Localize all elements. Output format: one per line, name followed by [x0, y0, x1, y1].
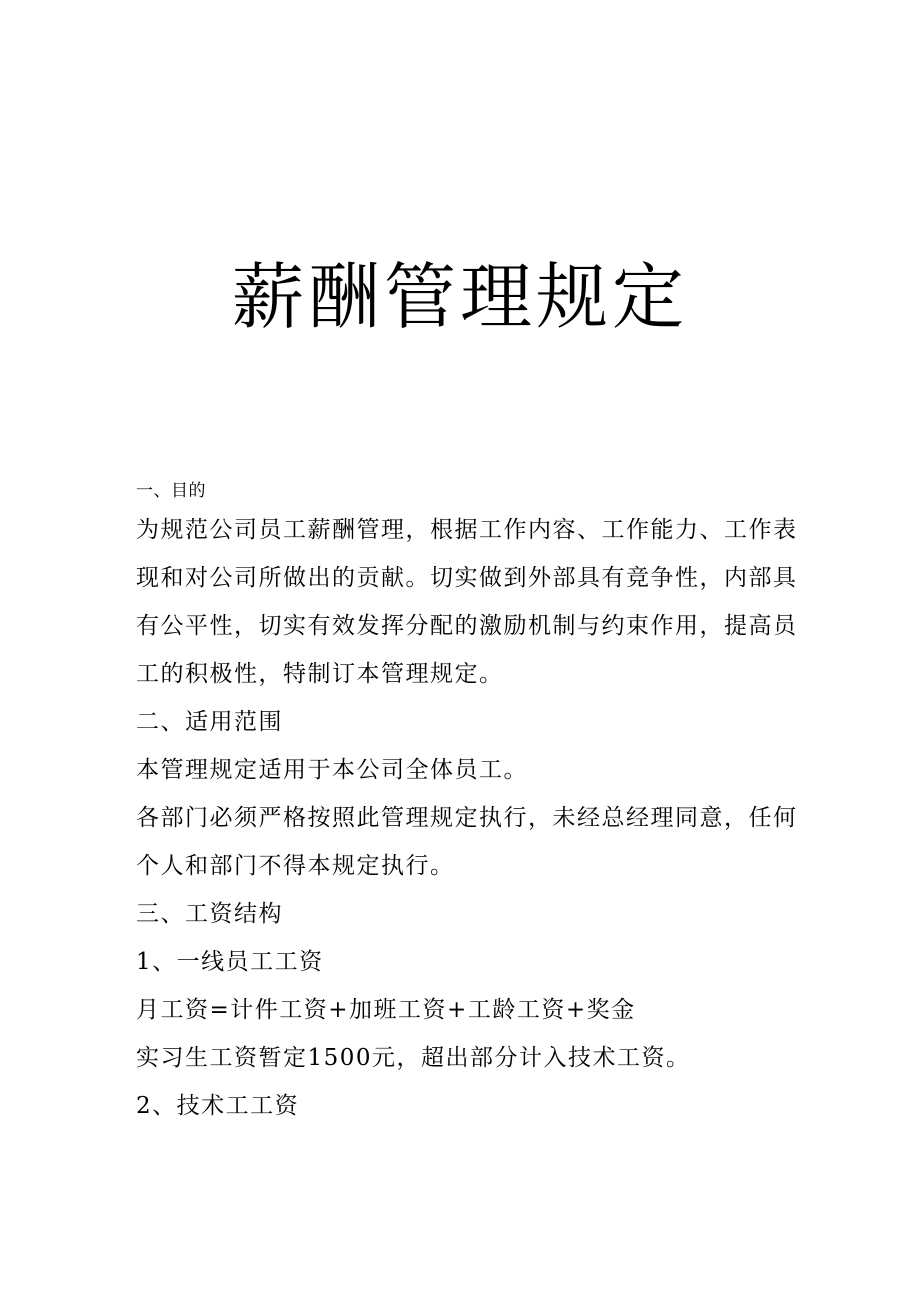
section-heading-salary-structure: 三、工资结构: [136, 901, 283, 927]
paragraph-line: 有公平性，切实有效发挥分配的激励机制与约束作用，提高员: [136, 613, 798, 639]
paragraph-line: 本管理规定适用于本公司全体员工。: [136, 757, 528, 783]
subheading-technician-salary: 2、技术工工资: [136, 1093, 300, 1119]
paragraph-line: 为规范公司员工薪酬管理，根据工作内容、工作能力、工作表: [136, 517, 798, 543]
paragraph-line: 各部门必须严格按照此管理规定执行，未经总经理同意，任何: [136, 805, 798, 831]
document-title: 薪酬管理规定: [231, 255, 688, 339]
paragraph-line: 个人和部门不得本规定执行。: [136, 853, 455, 879]
section-heading-purpose: 一、目的: [136, 481, 206, 501]
section-heading-scope: 二、适用范围: [136, 709, 283, 735]
subheading-line-worker-salary: 1、一线员工工资: [136, 949, 324, 975]
paragraph-line: 月工资=计件工资+加班工资+工龄工资+奖金: [136, 997, 636, 1023]
paragraph-line: 工的积极性，特制订本管理规定。: [136, 661, 504, 687]
paragraph-line: 现和对公司所做出的贡献。切实做到外部具有竞争性，内部具: [136, 565, 798, 591]
paragraph-line: 实习生工资暂定1500元，超出部分计入技术工资。: [136, 1045, 691, 1071]
